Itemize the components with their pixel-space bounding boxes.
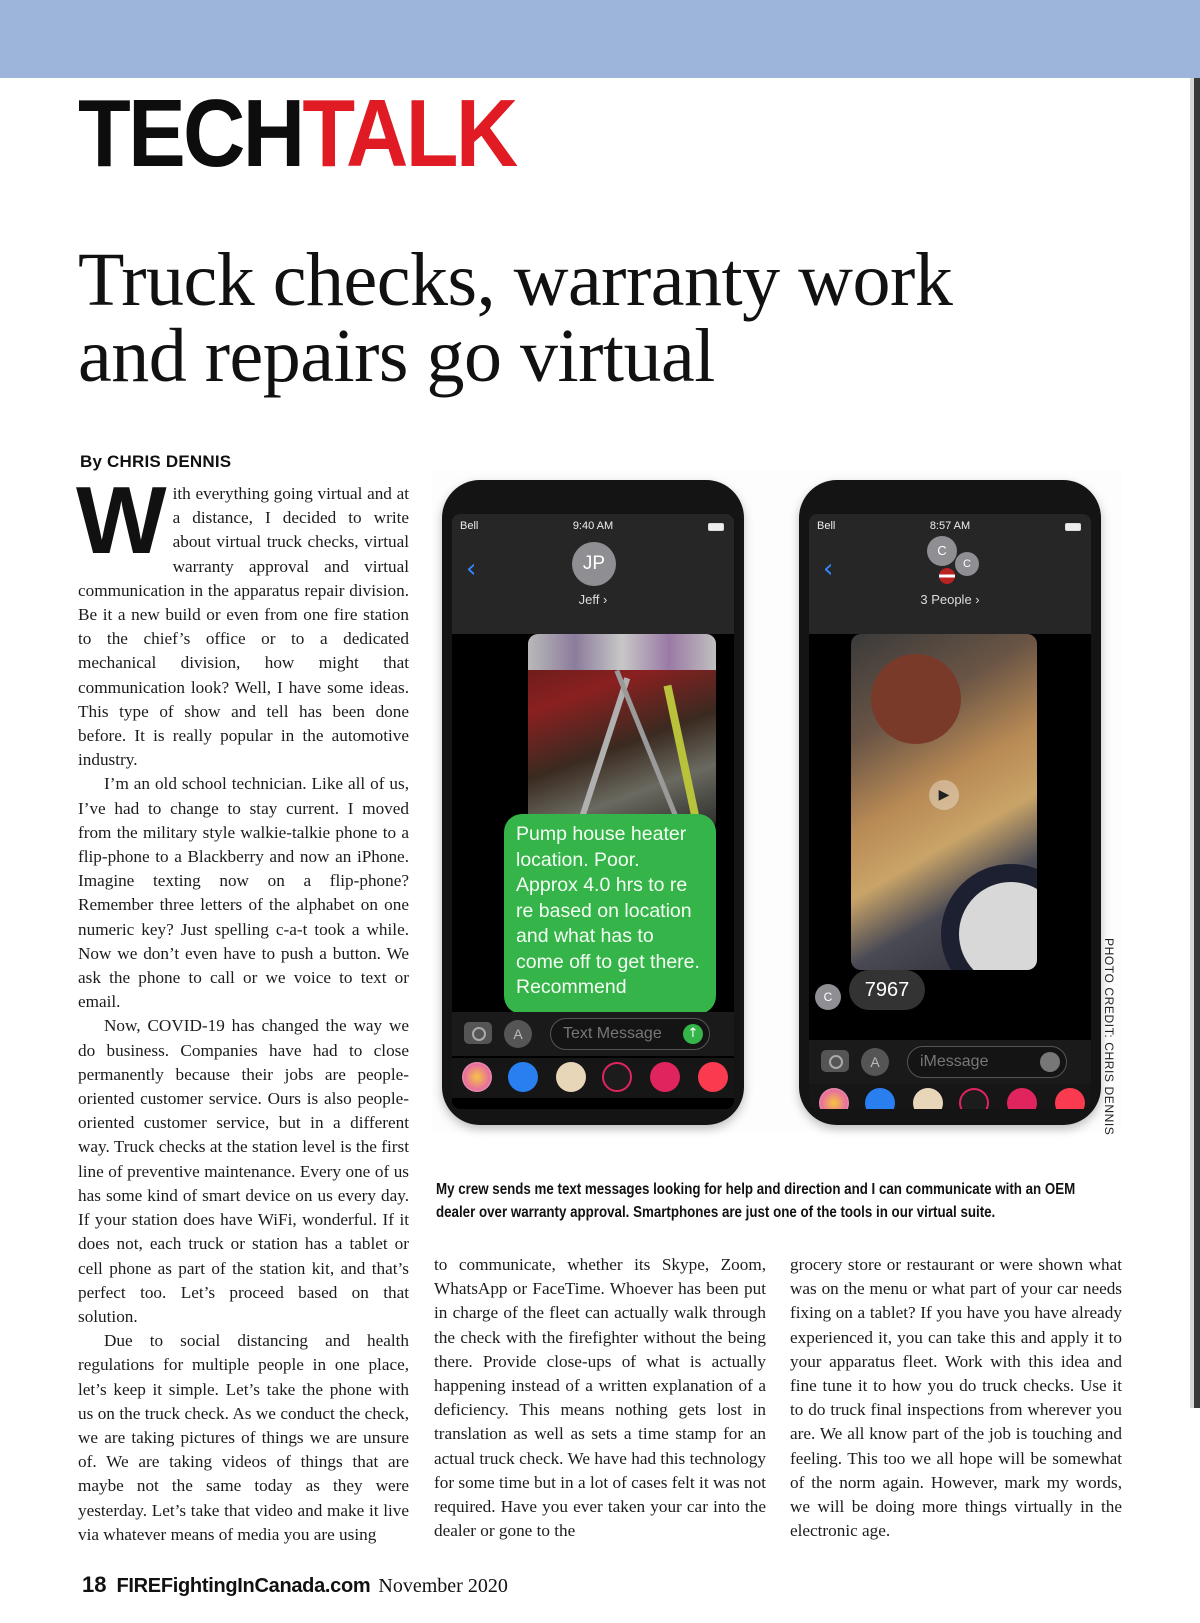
paragraph-4: Due to social distancing and health regulations for multiple people in one place, let’s keep it simple. Let’s take the phone with us on the truck check. As we conduct the check, we are taking pictures of things we are unsure of. We are taking videos of things that are maybe not the same today as they were yesterday. Let’s take that video and make it live via whatever means of media you are using (78, 1331, 409, 1544)
digital-touch-icon[interactable] (602, 1062, 632, 1092)
compose-bar (809, 1040, 1091, 1084)
photo-detail-rod (572, 677, 630, 830)
masthead-talk: TALK (302, 80, 516, 187)
memoji-app-icon[interactable] (556, 1062, 586, 1092)
app-drawer (452, 1058, 734, 1098)
column-2-text: to communicate, whether its Skype, Zoom, WhatsApp or FaceTime. Whoever has been put in charge of the fleet can actually walk through the check with the firefighter without the being there. Provide close-ups of what is actually happening instead of a written explanation of a deficiency. This means nothing gets lost in translation as well as sets a time stamp for an actual truck check. We have had this technology for some time but in a lot of cases felt it was not required. Have you ever taken your car into the dealer or gone to the (434, 1255, 766, 1541)
music-app-icon[interactable] (1055, 1088, 1085, 1109)
group-avatar-1[interactable]: C (927, 536, 957, 566)
paragraph-2: I’m an old school technician. Like all of us, I’ve had to change to stay current. I moved from the military style walkie-talkie phone to a flip-phone to a Blackberry and now an iPhone. Imagine texting now on a flip-phone? Remember three letters of the alphabet on one numeric key? Just spelling c-a-t took a while. Now we don’t even have to push a button. We ask the phone to call or we voice to text or email. (78, 774, 409, 1012)
techtalk-masthead (78, 80, 516, 187)
headline-line-1: Truck checks, warranty work (78, 238, 953, 322)
search-images-icon[interactable] (1007, 1088, 1037, 1109)
group-name[interactable]: 3 People › (920, 592, 980, 607)
audio-waveform-icon[interactable] (1040, 1052, 1060, 1072)
page-footer (82, 1572, 508, 1598)
valve-video-thumbnail[interactable] (851, 634, 1037, 970)
app-store-icon[interactable]: A (861, 1048, 889, 1076)
status-bar (809, 520, 1091, 538)
send-arrow-icon[interactable]: ↑ (683, 1024, 703, 1044)
byline: By CHRIS DENNIS (80, 452, 232, 471)
page-edge (1194, 78, 1200, 1408)
memoji-app-icon[interactable] (913, 1088, 943, 1109)
group-avatar-2[interactable]: C (955, 552, 979, 576)
status-time: 8:57 AM (929, 520, 971, 532)
article-column-1 (76, 467, 409, 1547)
message-input[interactable] (550, 1018, 710, 1050)
search-images-icon[interactable] (650, 1062, 680, 1092)
issue-date: November 2020 (378, 1575, 508, 1597)
music-app-icon[interactable] (698, 1062, 728, 1092)
photo-detail-strip (528, 634, 716, 670)
status-bar (452, 520, 734, 538)
imessage-input-placeholder: iMessage (920, 1053, 989, 1070)
contact-avatar[interactable]: JP (572, 542, 616, 586)
phone-left-screen (452, 514, 734, 1109)
received-message-bubble: 7967 (849, 970, 925, 1010)
contact-name[interactable]: Jeff › (578, 592, 608, 607)
back-chevron-icon[interactable]: ‹ (466, 554, 477, 584)
compose-bar (452, 1012, 734, 1056)
header-color-band (0, 0, 1200, 78)
carrier-label: Bell (817, 520, 836, 532)
photo-detail-elbow (871, 654, 961, 744)
camera-icon[interactable] (464, 1022, 492, 1044)
article-headline (78, 238, 1118, 398)
sender-avatar: C (815, 984, 841, 1010)
pump-house-photo[interactable] (528, 634, 716, 830)
phone-right (799, 480, 1101, 1125)
masthead-tech: TECH (78, 80, 303, 187)
app-drawer (809, 1084, 1091, 1109)
article-column-3 (790, 1253, 1122, 1543)
status-time: 9:40 AM (572, 520, 614, 532)
column-3-text: grocery store or restaurant or were shown what was on the menu or what part of your car needs fixing on a tablet? If you have you have already experienced it, you can take this and apply it to your apparatus fleet. Work with this idea and fine tune it to how you do truck checks. Use it to do truck final inspections from wherever you are. We all know part of the job is touching and feeling. This too we all hope will be somewhat of the norm again. However, mark my words, we will be doing more things virtually in the electronic age. (790, 1255, 1122, 1541)
phone-left (442, 480, 744, 1125)
photo-credit: PHOTO CREDIT: CHRIS DENNIS (1102, 938, 1116, 1136)
group-avatar-flag[interactable] (939, 568, 955, 584)
photo-detail-rod (614, 670, 686, 830)
camera-icon[interactable] (821, 1050, 849, 1072)
article-column-2 (434, 1253, 766, 1543)
carrier-label: Bell (460, 520, 479, 532)
back-chevron-icon[interactable]: ‹ (823, 554, 834, 584)
phones-photo (432, 470, 1122, 1132)
paragraph-3: Now, COVID-19 has changed the way we do business. Companies have had to close permanently because their jobs are people-oriented customer service. Ours is also people-oriented customer service, but in a different way. Truck checks at the station level is the first line of preventive maintenance. Every one of us has some kind of smart device on us every day. If your station does have WiFi, wonderful. If it does not, each truck or station has a tablet or cell phone as part of the station kit, and that’s perfect too. Let’s proceed based on that solution. (78, 1016, 409, 1326)
phone-right-screen (809, 514, 1091, 1109)
photos-app-icon[interactable] (819, 1088, 849, 1109)
publication-site: FIREFightingInCanada.com (116, 1575, 371, 1597)
app-store-app-icon[interactable] (508, 1062, 538, 1092)
battery-icon (708, 523, 724, 531)
app-store-icon[interactable]: A (504, 1020, 532, 1048)
photo-caption: My crew sends me text messages looking for help and direction and I can communicate with an OEM dealer over warranty approval. Smartphones are just one of the tools in our virtual suite. (436, 1181, 1076, 1221)
play-icon[interactable]: ▶ (929, 780, 959, 810)
digital-touch-icon[interactable] (959, 1088, 989, 1109)
message-input-placeholder: Text Message (563, 1025, 662, 1042)
headline-line-2: and repairs go virtual (78, 314, 715, 398)
paragraph-1-text: ith everything going virtual and at a distance, I decided to write about virtual truck checks, virtual warranty approval and virtual communication in the apparatus repair division. Be it a new build or even from one fire station to the chief’s office or to a dedicated mechanical division, how might that communication look? Well, I have some ideas. This type of show and tell has been done before. It is really popular in the automotive industry. (78, 484, 409, 770)
photo-detail-tire (941, 864, 1037, 970)
battery-icon (1065, 523, 1081, 531)
page-number: 18 (82, 1572, 107, 1597)
imessage-input[interactable] (907, 1046, 1067, 1078)
drop-cap: W (76, 467, 167, 574)
paragraph-1 (76, 467, 409, 772)
app-store-app-icon[interactable] (865, 1088, 895, 1109)
photos-app-icon[interactable] (462, 1062, 492, 1092)
sent-message-bubble: Pump house heater location. Poor. Approx 4.0 hrs to re re based on location and what has to come off to get there. Recommend (504, 814, 716, 1014)
